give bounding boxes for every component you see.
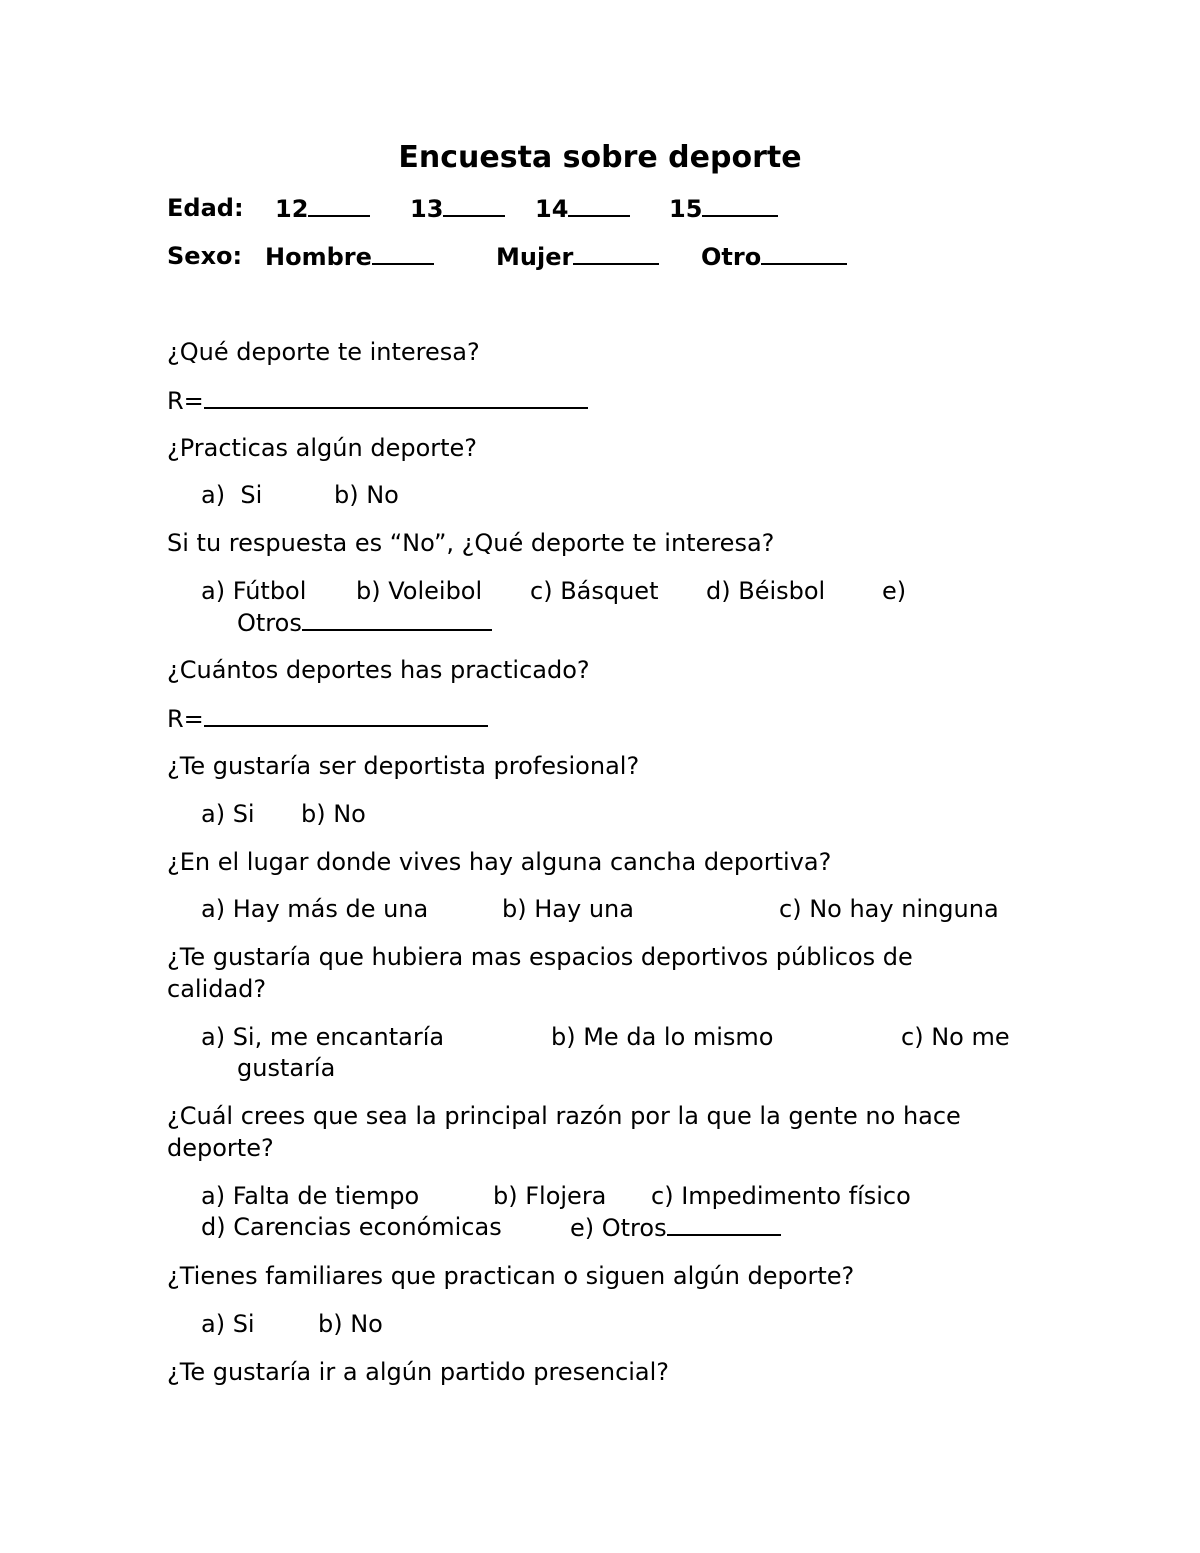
- q8-option-d[interactable]: d) Carencias económicas: [201, 1213, 502, 1241]
- question-3: Si tu respuesta es “No”, ¿Qué deporte te interesa?: [167, 529, 775, 557]
- question-1: ¿Qué deporte te interesa?: [167, 338, 480, 366]
- q2-option-a[interactable]: a) Si: [201, 481, 263, 509]
- q8-option-e-label: e) Otros: [570, 1214, 667, 1242]
- edad-option-14: [535, 193, 630, 224]
- question-2: ¿Practicas algún deporte?: [167, 434, 478, 462]
- edad-option-12: [275, 193, 370, 224]
- q9-option-a[interactable]: a) Si: [201, 1310, 255, 1338]
- q8-option-b[interactable]: b) Flojera: [493, 1182, 607, 1210]
- edad-option-15: [669, 193, 778, 224]
- q3-option-c[interactable]: c) Básquet: [530, 577, 659, 605]
- page-title: Encuesta sobre deporte: [398, 140, 802, 175]
- edad-blank-14[interactable]: [568, 193, 630, 217]
- edad-blank-12[interactable]: [308, 193, 370, 217]
- edad-option-14-label: 14: [535, 195, 569, 223]
- q3-other-blank[interactable]: [302, 607, 492, 631]
- sexo-blank-otro[interactable]: [761, 241, 847, 265]
- question-6: ¿En el lugar donde vives hay alguna cancha deportiva?: [167, 848, 832, 876]
- q2-option-b[interactable]: b) No: [334, 481, 399, 509]
- q3-option-d[interactable]: d) Béisbol: [706, 577, 826, 605]
- sexo-option-hombre: [265, 241, 434, 272]
- q3-option-b[interactable]: b) Voleibol: [356, 577, 483, 605]
- sexo-label: Sexo:: [167, 242, 243, 270]
- q8-option-c[interactable]: c) Impedimento físico: [651, 1182, 911, 1210]
- question-8-line-2: deporte?: [167, 1134, 274, 1162]
- edad-option-13: [410, 193, 505, 224]
- question-8-line-1: ¿Cuál crees que sea la principal razón por la que la gente no hace: [167, 1102, 961, 1130]
- response-blank-4[interactable]: [204, 703, 488, 727]
- sexo-option-hombre-label: Hombre: [265, 243, 372, 271]
- q3-option-e-other: [237, 607, 492, 638]
- response-blank-1[interactable]: [204, 385, 588, 409]
- edad-blank-13[interactable]: [443, 193, 505, 217]
- sexo-blank-mujer[interactable]: [573, 241, 659, 265]
- edad-label: Edad:: [167, 194, 244, 222]
- q6-option-a[interactable]: a) Hay más de una: [201, 895, 429, 923]
- sexo-option-mujer-label: Mujer: [496, 243, 574, 271]
- question-10: ¿Te gustaría ir a algún partido presencial?: [167, 1358, 670, 1386]
- sexo-option-otro: [701, 241, 847, 272]
- sexo-blank-hombre[interactable]: [372, 241, 434, 265]
- q3-option-a[interactable]: a) Fútbol: [201, 577, 307, 605]
- question-4: ¿Cuántos deportes has practicado?: [167, 656, 590, 684]
- q5-option-b[interactable]: b) No: [301, 800, 366, 828]
- edad-option-12-label: 12: [275, 195, 309, 223]
- q8-option-a[interactable]: a) Falta de tiempo: [201, 1182, 420, 1210]
- question-1-response: [167, 385, 588, 416]
- q6-option-b[interactable]: b) Hay una: [502, 895, 634, 923]
- question-5: ¿Te gustaría ser deportista profesional?: [167, 752, 640, 780]
- q8-option-e[interactable]: [570, 1212, 781, 1243]
- q7-option-c[interactable]: c) No me: [901, 1023, 1010, 1051]
- q7-option-c-cont: gustaría: [237, 1054, 336, 1082]
- response-prefix: R=: [167, 705, 204, 733]
- question-9: ¿Tienes familiares que practican o siguen algún deporte?: [167, 1262, 855, 1290]
- sexo-option-otro-label: Otro: [701, 243, 762, 271]
- q5-option-a[interactable]: a) Si: [201, 800, 255, 828]
- sexo-option-mujer: [496, 241, 659, 272]
- question-7-line-1: ¿Te gustaría que hubiera mas espacios deportivos públicos de: [167, 943, 913, 971]
- q7-option-a[interactable]: a) Si, me encantaría: [201, 1023, 445, 1051]
- q9-option-b[interactable]: b) No: [318, 1310, 383, 1338]
- response-prefix: R=: [167, 387, 204, 415]
- edad-option-13-label: 13: [410, 195, 444, 223]
- edad-option-15-label: 15: [669, 195, 703, 223]
- question-7-line-2: calidad?: [167, 975, 267, 1003]
- edad-blank-15[interactable]: [702, 193, 778, 217]
- question-4-response: [167, 703, 488, 734]
- q3-other-label: Otros: [237, 609, 302, 637]
- q7-option-b[interactable]: b) Me da lo mismo: [551, 1023, 774, 1051]
- q6-option-c[interactable]: c) No hay ninguna: [779, 895, 999, 923]
- q3-option-e[interactable]: e): [882, 577, 907, 605]
- q8-other-blank[interactable]: [667, 1212, 781, 1236]
